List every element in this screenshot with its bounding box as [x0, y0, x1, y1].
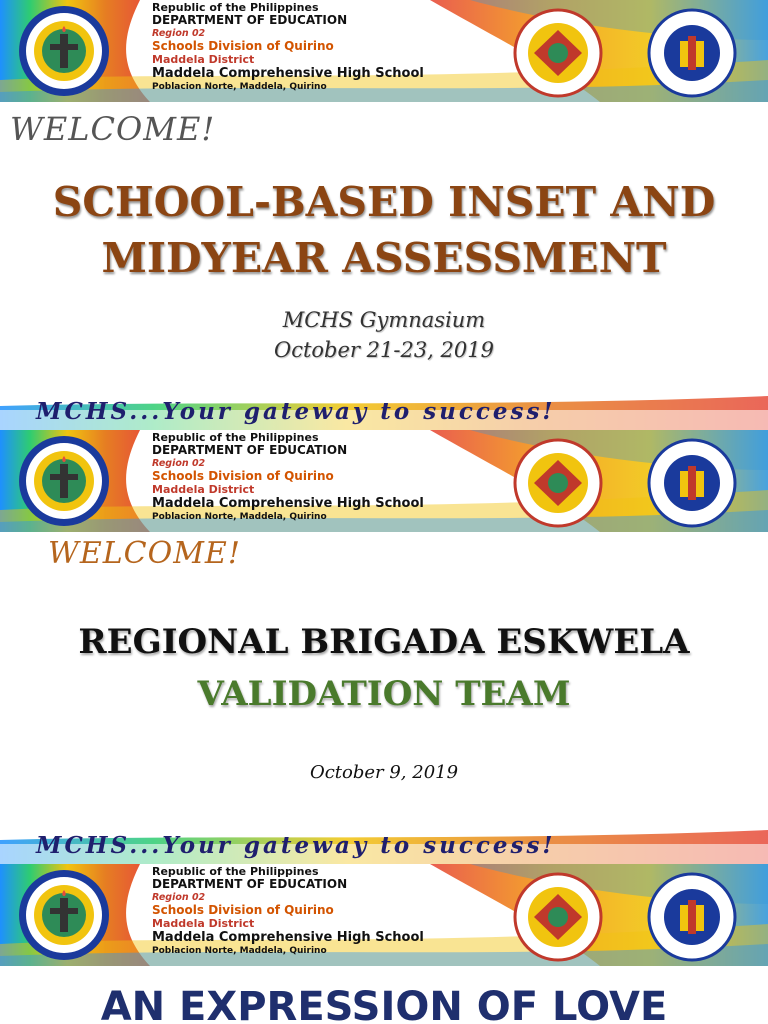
header-district: Maddela District	[152, 917, 255, 930]
header-school: Maddela Comprehensive High School	[152, 496, 424, 511]
slogan-text: MCHS...Your gateway to success!	[36, 832, 556, 859]
header-region: Region 02	[152, 28, 206, 39]
slide2-welcome: WELCOME!	[48, 536, 241, 571]
header-department: DEPARTMENT OF EDUCATION	[152, 877, 348, 891]
slide1-title-line2: MIDYEAR ASSESSMENT	[101, 234, 667, 282]
school-seal-logo	[14, 4, 114, 98]
school-seal-logo	[14, 868, 114, 962]
header-address: Poblacion Norte, Maddela, Quirino	[152, 512, 327, 522]
header-department: DEPARTMENT OF EDUCATION	[152, 443, 348, 457]
slide3-title-line1: AN EXPRESSION OF LOVE	[100, 984, 668, 1024]
header-school: Maddela Comprehensive High School	[152, 66, 424, 81]
header-banner	[0, 430, 768, 532]
header-republic: Republic of the Philippines	[152, 865, 319, 878]
division-seal-logo	[508, 8, 608, 98]
header-text	[152, 432, 424, 523]
school-seal-logo	[14, 434, 114, 528]
slide1-title-line1: SCHOOL-BASED INSET AND	[52, 178, 716, 226]
header-district: Maddela District	[152, 483, 255, 496]
header-division: Schools Division of Quirino	[152, 39, 334, 53]
slogan-text: MCHS...Your gateway to success!	[36, 398, 556, 425]
header-address: Poblacion Norte, Maddela, Quirino	[152, 946, 327, 956]
header-region: Region 02	[152, 458, 206, 469]
header-banner	[0, 864, 768, 966]
header-district: Maddela District	[152, 53, 255, 66]
division-seal-logo	[508, 438, 608, 528]
header-division: Schools Division of Quirino	[152, 469, 334, 483]
deped-seal-logo	[642, 438, 742, 528]
header-region: Region 02	[152, 892, 206, 903]
header-text	[152, 866, 424, 957]
slide2-date: October 9, 2019	[309, 762, 459, 783]
deped-seal-logo	[642, 8, 742, 98]
slogan-banner	[0, 396, 768, 430]
header-address: Poblacion Norte, Maddela, Quirino	[152, 82, 327, 92]
header-department: DEPARTMENT OF EDUCATION	[152, 13, 348, 27]
header-banner	[0, 0, 768, 102]
slide1-date: October 21-23, 2019	[274, 338, 494, 362]
slide2-title-line2: VALIDATION TEAM	[197, 674, 571, 714]
slogan-banner	[0, 830, 768, 864]
header-republic: Republic of the Philippines	[152, 431, 319, 444]
header-school: Maddela Comprehensive High School	[152, 930, 424, 945]
header-republic: Republic of the Philippines	[152, 1, 319, 14]
slide1-venue: MCHS Gymnasium	[282, 308, 486, 332]
header-division: Schools Division of Quirino	[152, 903, 334, 917]
division-seal-logo	[508, 872, 608, 962]
slide1-welcome: WELCOME!	[10, 110, 216, 148]
deped-seal-logo	[642, 872, 742, 962]
header-text	[152, 2, 424, 93]
slide2-title-line1: REGIONAL BRIGADA ESKWELA	[78, 622, 690, 662]
